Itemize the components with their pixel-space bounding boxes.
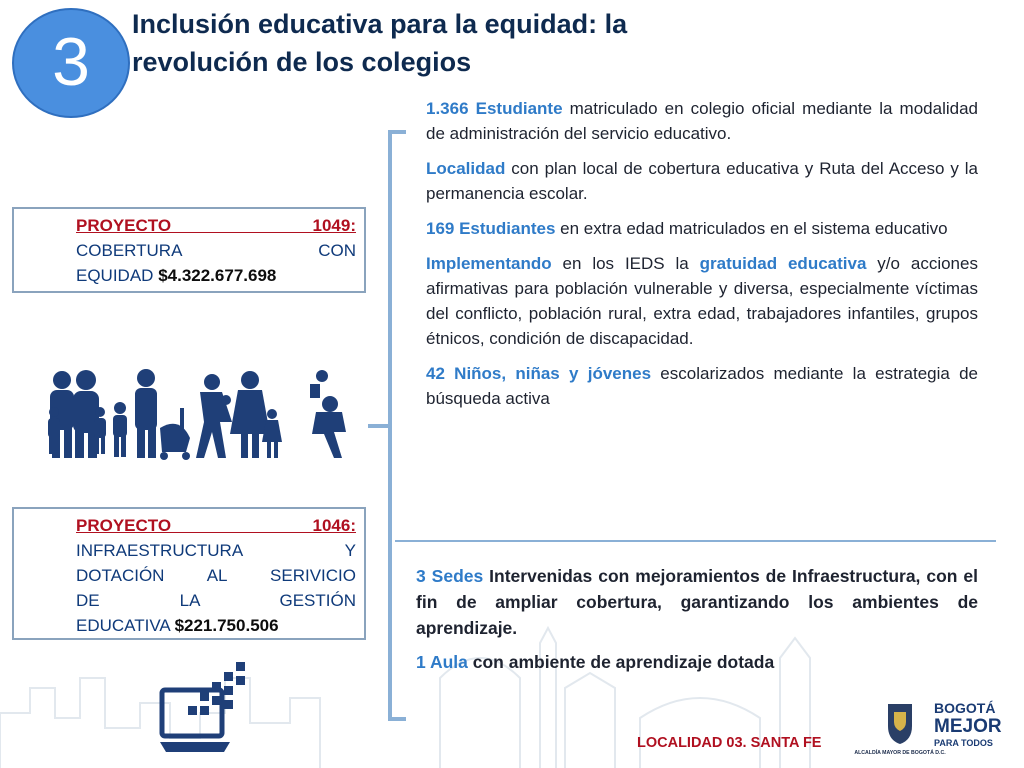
project-1046-prefix: EDUCATIVA xyxy=(76,616,175,635)
project-1046-line: DE LA GESTIÓN xyxy=(76,591,356,610)
logo-line: BOGOTÁ xyxy=(934,700,996,716)
project-1049-heading: PROYECTO 1049: xyxy=(76,216,356,235)
result-highlight: Localidad xyxy=(426,159,506,178)
result-highlight: gratuidad educativa xyxy=(699,254,867,273)
project-1049-box xyxy=(12,207,366,293)
result-text: escolarizados mediante la estrategia de búsqueda activa xyxy=(426,364,978,408)
result-highlight: 1 Aula xyxy=(416,652,473,672)
result-paragraph xyxy=(426,156,978,206)
project-1046-heading: PROYECTO 1046: xyxy=(76,516,356,535)
project-1049-line: COBERTURA CON xyxy=(76,241,356,260)
bogota-mejor-para-todos-logo xyxy=(934,700,1020,762)
project-1046-line: INFRAESTRUCTURA Y xyxy=(76,541,356,560)
project-1049-line xyxy=(76,263,356,288)
coat-of-arms-icon xyxy=(854,700,946,762)
result-paragraph xyxy=(426,96,978,146)
section-number-badge: 3 xyxy=(12,8,130,118)
section-divider xyxy=(395,540,996,542)
infraestructura-results xyxy=(416,563,978,683)
result-paragraph xyxy=(416,563,978,641)
page-title xyxy=(132,5,812,81)
project-1046-line xyxy=(76,613,356,638)
result-paragraph xyxy=(416,649,978,675)
result-text: en extra edad matriculados en el sistema educativo xyxy=(555,219,948,238)
result-text: matriculado en colegio oficial mediante la modalidad de administración del servicio educativo. xyxy=(426,99,978,143)
project-1046-amount: $221.750.506 xyxy=(174,616,279,635)
bracket-connector xyxy=(368,128,408,723)
project-1049-amount: $4.322.677.698 xyxy=(158,266,277,285)
result-text: Intervenidas con mejoramientos de Infraestructura, con el fin de ampliar cobertura, garantizando los ambientes de aprendizaje. xyxy=(416,566,978,638)
page-title-line-2: revolución de los colegios xyxy=(132,47,472,77)
computer-data-icon xyxy=(160,660,250,756)
result-highlight: Implementando xyxy=(426,254,552,273)
result-paragraph xyxy=(426,216,978,241)
result-highlight: 3 Sedes xyxy=(416,566,484,586)
project-1046-box xyxy=(12,507,366,640)
result-highlight: 1.366 Estudiante xyxy=(426,99,563,118)
locality-label: LOCALIDAD 03. SANTA FE xyxy=(637,735,822,751)
logo-line: PARA TODOS xyxy=(934,738,993,748)
page-title-line-1: Inclusión educativa para la equidad: la xyxy=(132,9,628,39)
result-highlight: 42 Niños, niñas y jóvenes xyxy=(426,364,652,383)
result-text: en los IEDS la xyxy=(551,254,700,273)
logo-line: MEJOR xyxy=(934,716,1002,737)
result-paragraph xyxy=(426,251,978,351)
cobertura-results xyxy=(426,96,978,421)
alcaldia-label: ALCALDÍA MAYOR DE BOGOTÁ D.C. xyxy=(854,750,946,756)
project-1046-line: DOTACIÓN AL SERIVICIO xyxy=(76,566,356,585)
result-text: y/o acciones afirmativas para población vulnerable y diversa, especialmente víctimas del conflicto, población rural, extra edad, trabajadores infantiles, grupos étnicos, condición de discapacidad. xyxy=(426,254,978,348)
result-paragraph xyxy=(426,361,978,411)
result-text: con plan local de cobertura educativa y Ruta del Acceso y la permanencia escolar. xyxy=(426,159,978,203)
result-highlight: 169 Estudiantes xyxy=(426,219,556,238)
result-text: con ambiente de aprendizaje dotada xyxy=(472,652,775,672)
family-icon xyxy=(40,368,350,460)
project-1049-prefix: EQUIDAD xyxy=(76,266,159,285)
